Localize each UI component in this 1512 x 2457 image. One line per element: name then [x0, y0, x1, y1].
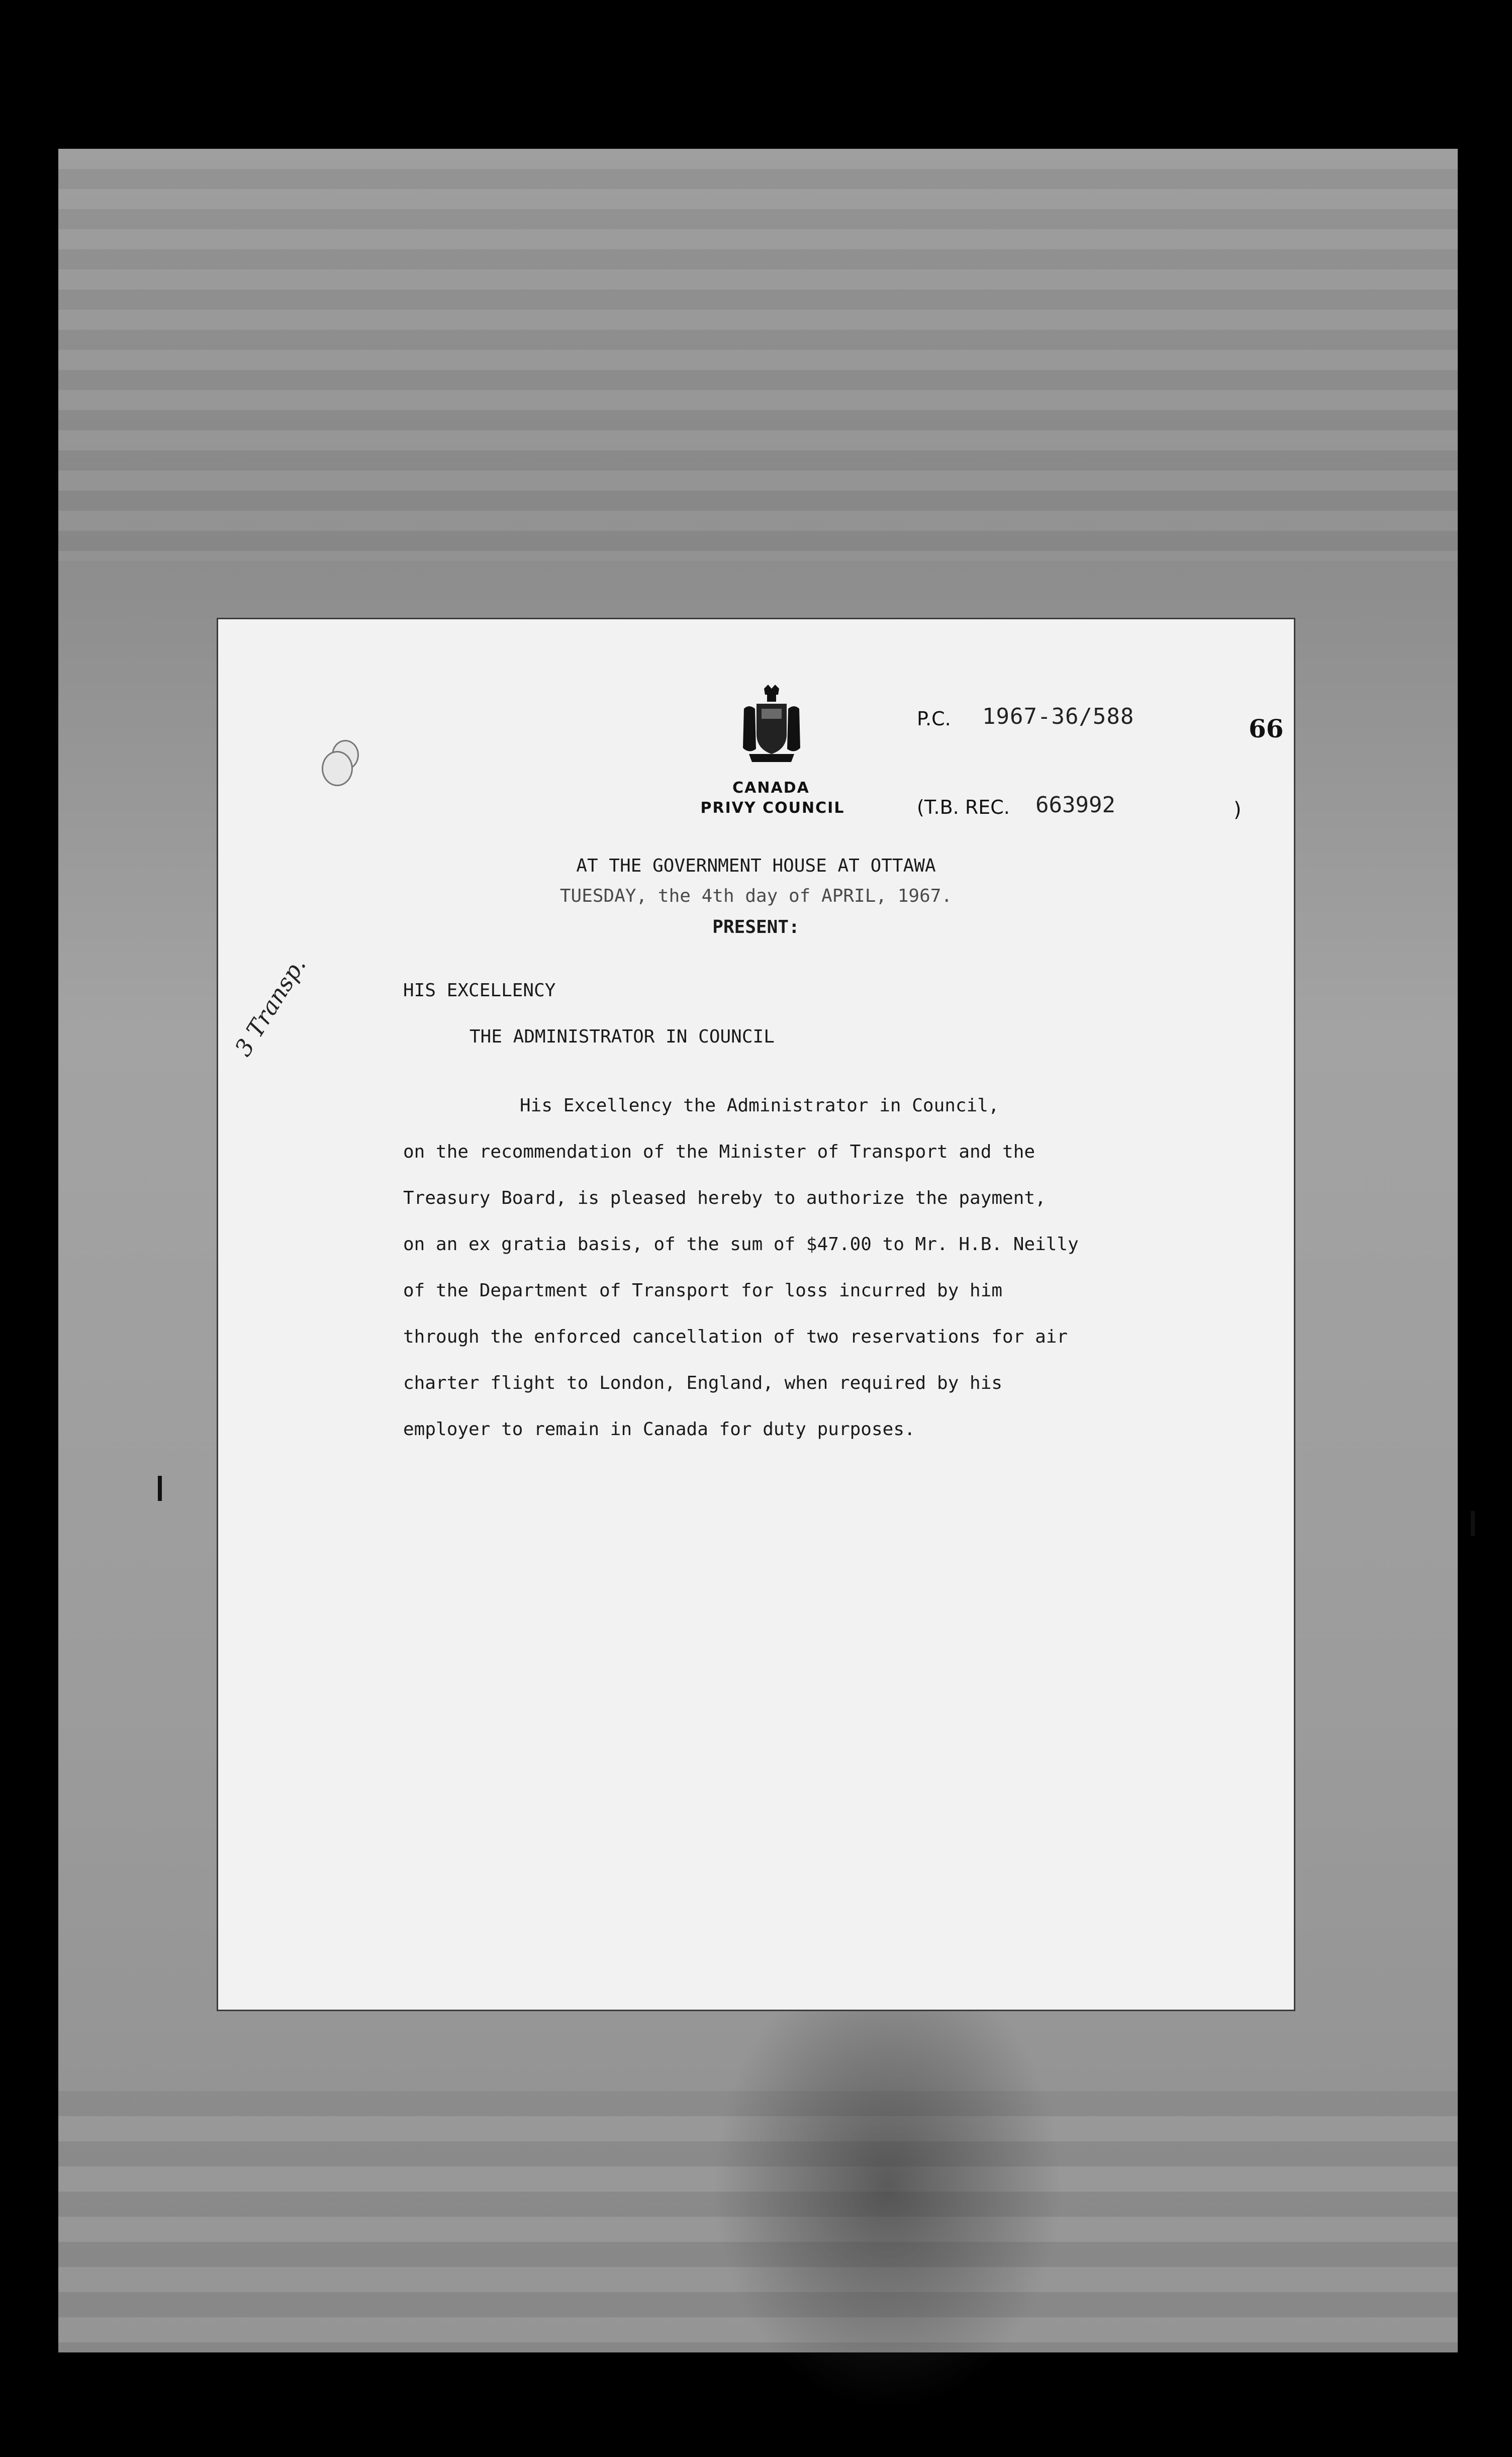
order-in-council-page — [218, 619, 1294, 2010]
scan-stain — [712, 1958, 1064, 2411]
body-line: on the recommendation of the Minister of Transport and the — [403, 1142, 1035, 1162]
pc-label: P.C. — [917, 708, 951, 730]
body-line: on an ex gratia basis, of the sum of $47.00 to Mr. H.B. Neilly — [403, 1234, 1079, 1255]
page-number: 66 — [1249, 714, 1284, 743]
folder-background-top — [58, 149, 1458, 561]
salutation-his-excellency: HIS EXCELLENCY — [403, 980, 556, 1001]
film-edge-mark-left — [158, 1476, 162, 1501]
order-body-paragraph — [403, 1083, 1248, 1453]
tb-rec-number: 663992 — [1035, 792, 1115, 818]
pc-number: 1967-36/588 — [982, 704, 1135, 729]
date-line: TUESDAY, the 4th day of APRIL, 1967. — [559, 886, 953, 906]
body-line: Treasury Board, is pleased hereby to authorize the payment, — [403, 1188, 1046, 1208]
body-line: of the Department of Transport for loss incurred by him — [403, 1280, 1003, 1301]
body-line: employer to remain in Canada for duty purposes. — [403, 1419, 915, 1440]
body-line: through the enforced cancellation of two reservations for air — [403, 1327, 1068, 1347]
present-line: PRESENT: — [712, 917, 800, 937]
place-line: AT THE GOVERNMENT HOUSE AT OTTAWA — [576, 856, 936, 876]
body-line: His Excellency the Administrator in Council, — [520, 1095, 999, 1116]
film-edge-mark-right — [1471, 1511, 1475, 1536]
body-line: charter flight to London, England, when required by his — [403, 1373, 1003, 1393]
privy-council-caption: PRIVY COUNCIL — [700, 799, 845, 817]
handwritten-margin-note: 3 Transp. — [229, 952, 312, 1061]
canada-caption: CANADA — [732, 779, 810, 797]
punch-hole-icon — [322, 751, 353, 786]
tb-rec-label: (T.B. REC. — [917, 796, 1010, 818]
tb-rec-close-paren: ) — [1234, 798, 1242, 821]
canada-coat-of-arms-icon — [739, 684, 804, 766]
salutation-administrator: THE ADMINISTRATOR IN COUNCIL — [469, 1026, 775, 1047]
